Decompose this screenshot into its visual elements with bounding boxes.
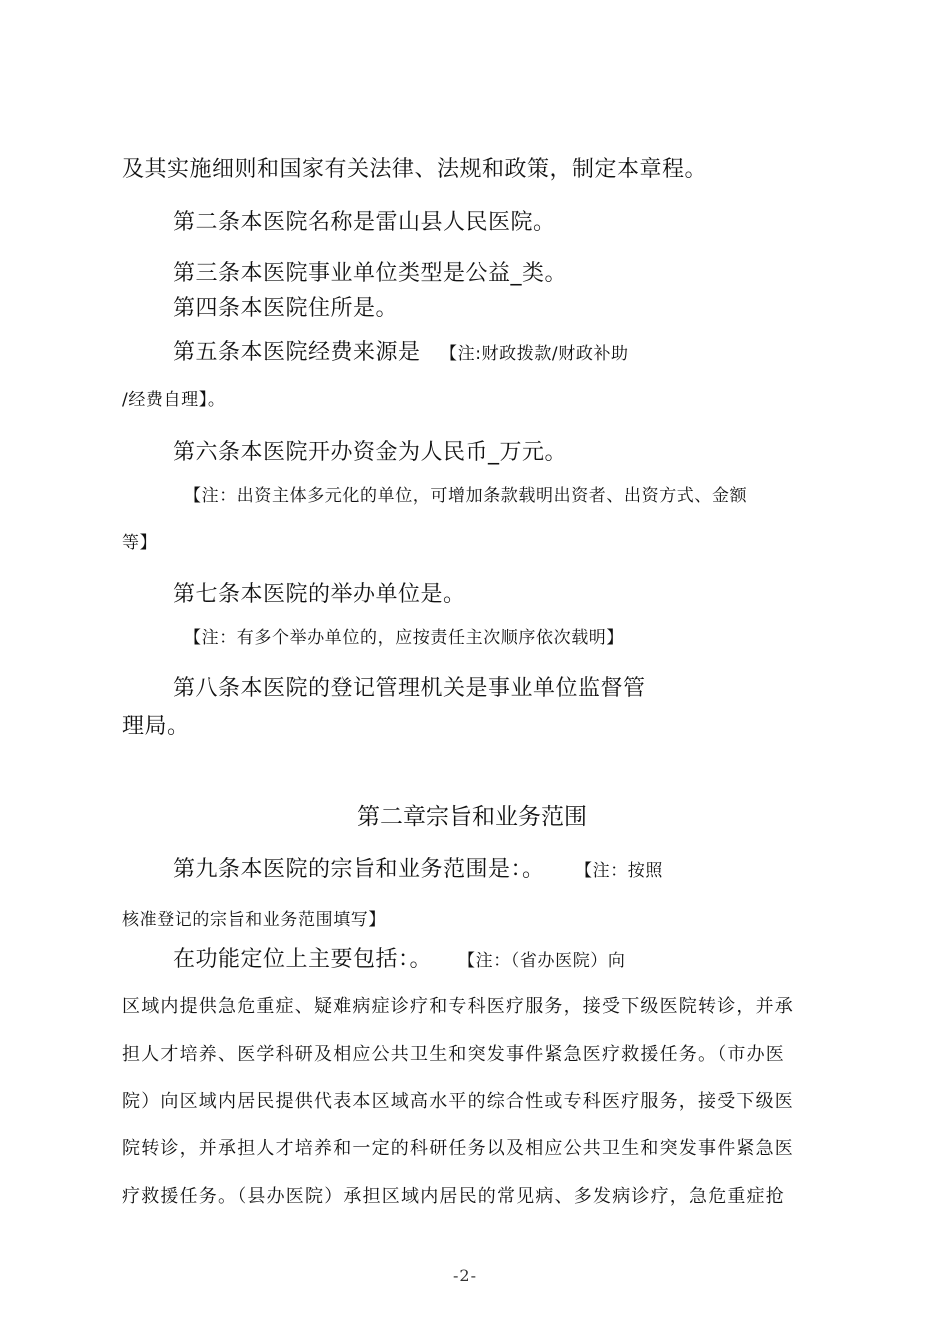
note-text: 等】: [122, 533, 158, 553]
article-9: 第九条本医院的宗旨和业务范围是：。: [173, 857, 545, 882]
article-2: 第二条本医院名称是雷山县人民医院。: [173, 210, 556, 235]
chapter-title: 第二章宗旨和业务范围: [357, 804, 587, 830]
note-text: 【注：出资主体多元化的单位，可增加条款载明出资者、出资方式、金额: [184, 486, 748, 506]
note-text: 【注：（省办医院）向: [458, 951, 626, 971]
body-line: 在功能定位上主要包括：。: [173, 947, 433, 972]
body-line: 院）向区域内居民提供代表本区域高水平的综合性或专科医疗服务，接受下级医: [122, 1091, 794, 1112]
article-5: 第五条本医院经费来源是: [173, 340, 421, 365]
note-text: 【注：按照: [575, 861, 663, 881]
article-6: 第六条本医院开办资金为人民币_万元。: [173, 440, 568, 465]
body-line: 担人才培养、医学科研及相应公共卫生和突发事件紧急医疗救援任务。（市办医: [122, 1044, 785, 1065]
note-text: 【注：有多个举办单位的，应按责任主次顺序依次载明】: [184, 628, 624, 648]
body-line: 及其实施细则和国家有关法律、法规和政策，制定本章程。: [122, 157, 708, 182]
article-8: 第八条本医院的登记管理机关是事业单位监督管: [173, 676, 646, 701]
note-text: 核准登记的宗旨和业务范围填写】: [122, 910, 386, 930]
note-text: 【注:财政拨款/财政补助: [440, 344, 629, 364]
body-line: 区域内提供急危重症、疑难病症诊疗和专科医疗服务，接受下级医院转诊，并承: [122, 996, 794, 1017]
article-3: 第三条本医院事业单位类型是公益_类。: [173, 261, 568, 286]
body-line: 疗救援任务。（县办医院）承担区域内居民的常见病、多发病诊疗，急危重症抢: [122, 1186, 785, 1207]
article-4: 第四条本医院住所是。: [173, 296, 399, 321]
body-line: 理局。: [122, 714, 190, 739]
body-line: 院转诊，并承担人才培养和一定的科研任务以及相应公共卫生和突发事件紧急医: [122, 1138, 794, 1159]
note-text: /经费自理】。: [122, 390, 226, 410]
page-number: -2-: [453, 1266, 477, 1285]
article-7: 第七条本医院的举办单位是。: [173, 582, 466, 607]
